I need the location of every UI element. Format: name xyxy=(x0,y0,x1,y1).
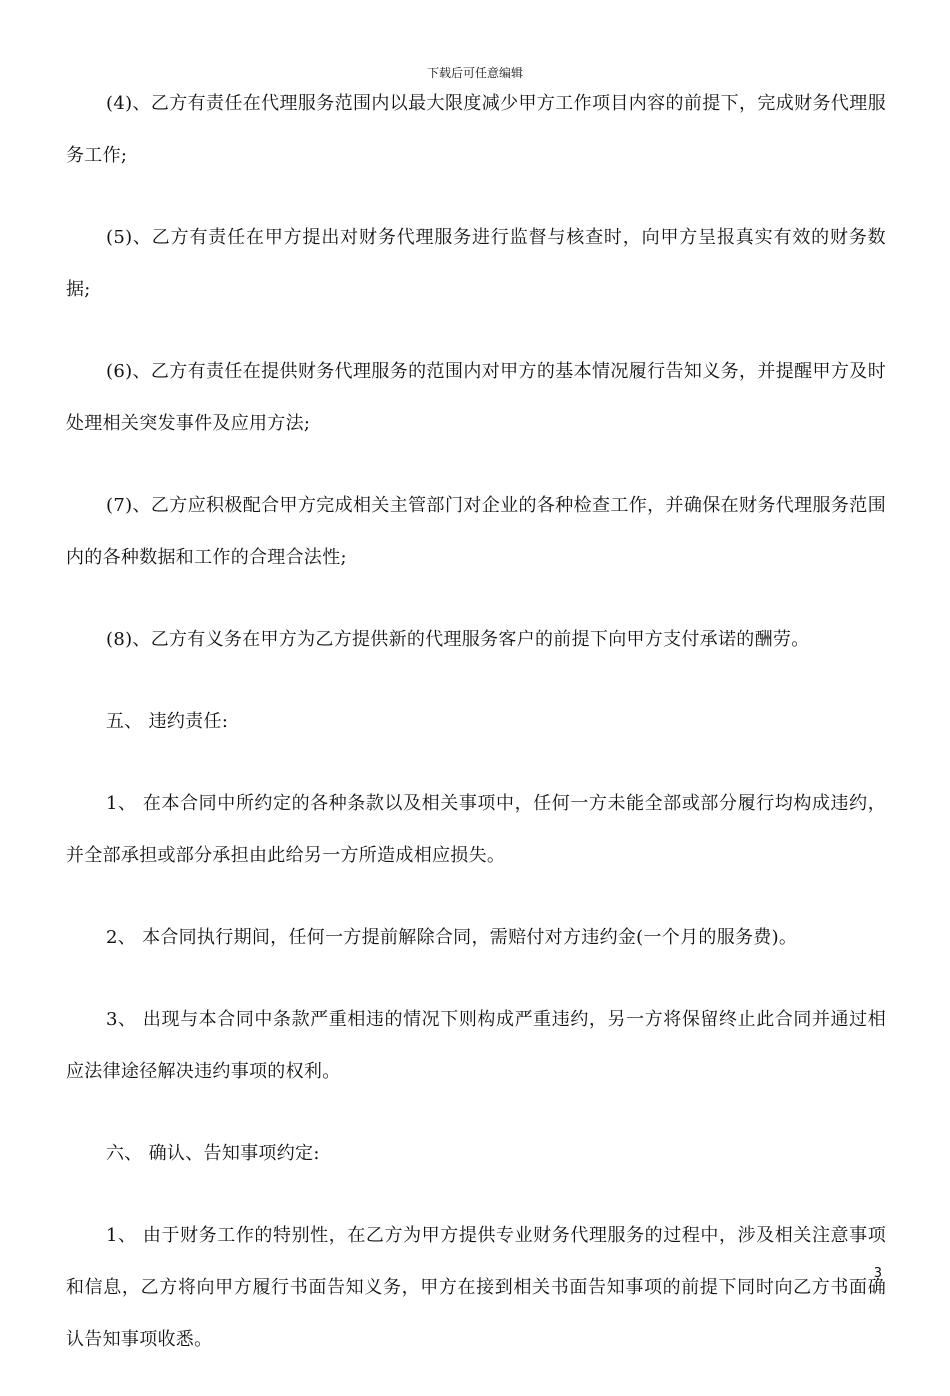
clause-7: (7)、乙方应积极配合甲方完成相关主管部门对企业的各种检查工作，并确保在财务代理服务范围内的各种数据和工作的合理合法性; xyxy=(66,495,886,568)
clause-5: (5)、乙方有责任在甲方提出对财务代理服务进行监督与核查时，向甲方呈报真实有效的财务数据; xyxy=(66,227,886,300)
confirmation-item-1: 1、 由于财务工作的特别性，在乙方为甲方提供专业财务代理服务的过程中，涉及相关注意事项和信息，乙方将向甲方履行书面告知义务，甲方在接到相关书面告知事项的前提下同时向乙方书面确认告知事项收悉。 xyxy=(66,1225,886,1350)
clause-4: (4)、乙方有责任在代理服务范围内以最大限度减少甲方工作项目内容的前提下，完成财务代理服务工作; xyxy=(66,93,886,166)
breach-item-3: 3、 出现与本合同中条款严重相违的情况下则构成严重违约，另一方将保留终止此合同并通过相应法律途径解决违约事项的权利。 xyxy=(66,1009,886,1082)
section-heading-confirmation: 六、 确认、告知事项约定: xyxy=(106,1143,320,1164)
document-body xyxy=(66,78,886,1396)
header-note: 下载后可任意编辑 xyxy=(426,66,523,80)
clause-6: (6)、乙方有责任在提供财务代理服务的范围内对甲方的基本情况履行告知义务，并提醒甲方及时处理相关突发事件及应用方法; xyxy=(66,361,886,434)
breach-item-2: 2、 本合同执行期间，任何一方提前解除合同，需赔付对方违约金(一个月的服务费)。 xyxy=(106,927,798,948)
page-number: 3 xyxy=(873,1266,882,1281)
section-heading-breach-liability: 五、 违约责任: xyxy=(106,711,229,732)
clause-8: (8)、乙方有义务在甲方为乙方提供新的代理服务客户的前提下向甲方支付承诺的酬劳。 xyxy=(106,629,810,650)
breach-item-1: 1、 在本合同中所约定的各种条款以及相关事项中，任何一方未能全部或部分履行均构成违约，并全部承担或部分承担由此给另一方所造成相应损失。 xyxy=(66,793,886,866)
